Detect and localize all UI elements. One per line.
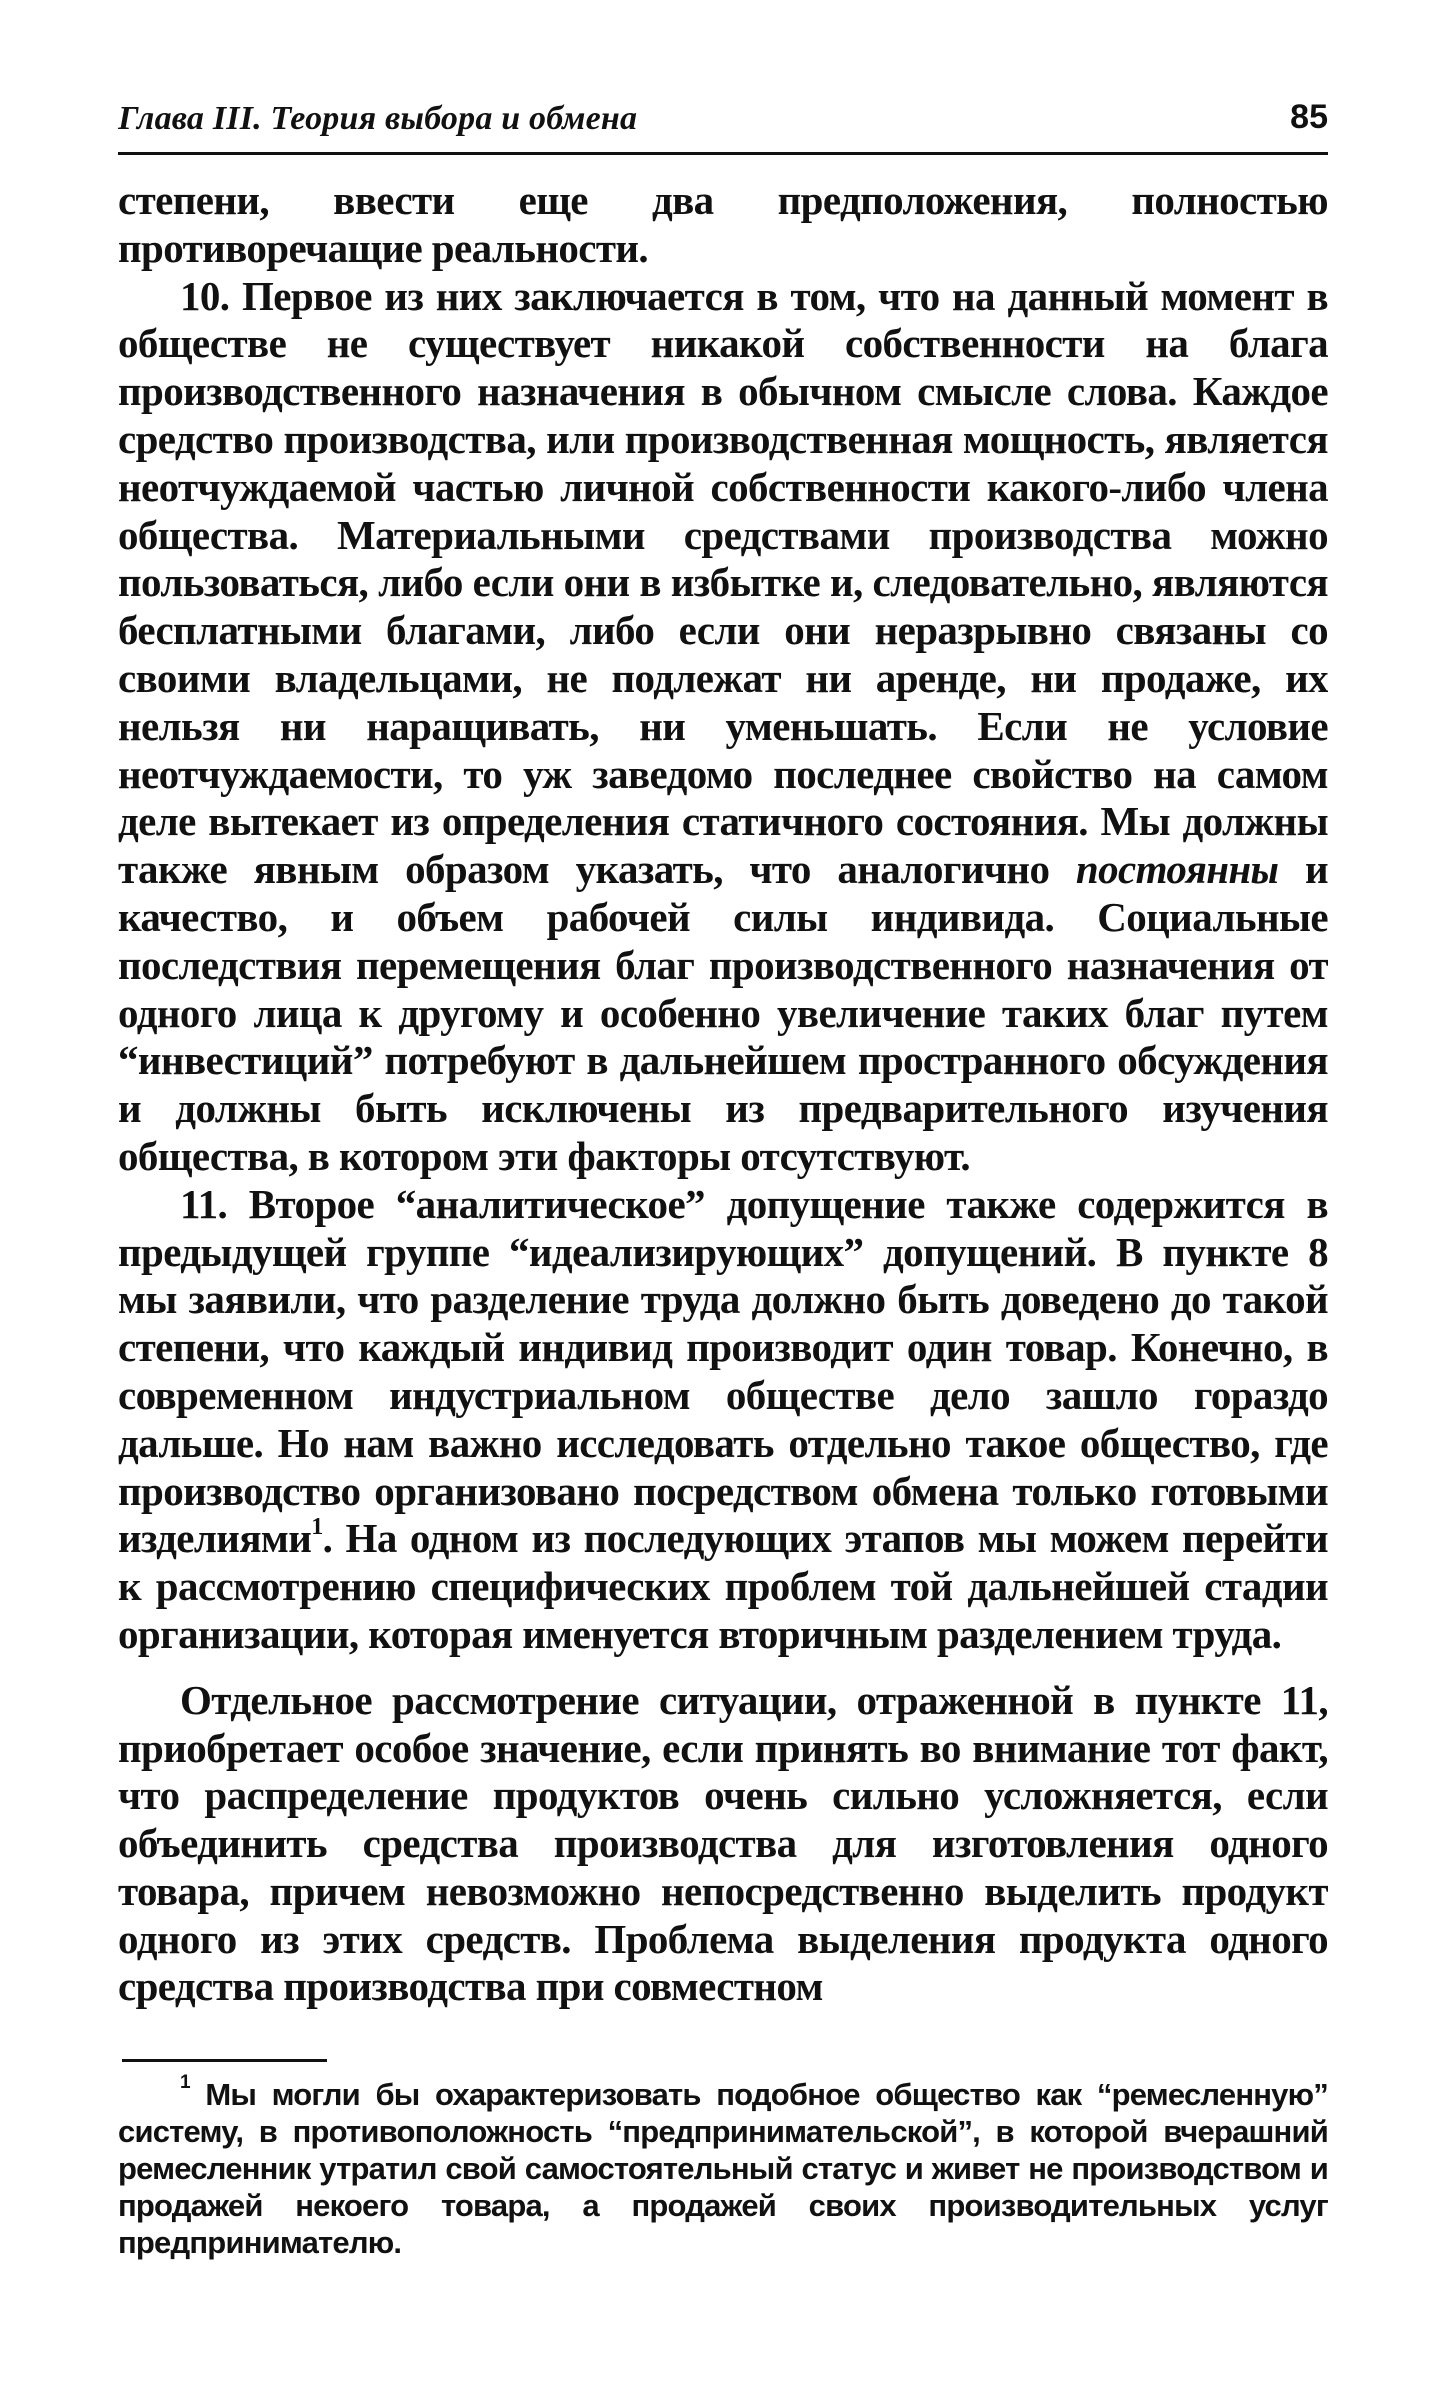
footnote-marker: 1 — [180, 2071, 190, 2093]
chapter-title: Глава III. Теория выбора и обмена — [118, 100, 638, 137]
paragraph-text-end: и качество, и объем рабочей силы индивида. Социальные последствия перемещения благ производственного назначения от одного лица к другому и особенно увеличение таких благ путем “инвестиций” потребуют в дальнейшем пространного обсуждения и должны быть исключены из предварительного изучения общества, в котором эти факторы отсутствуют. — [118, 846, 1328, 1179]
paragraph-continuation — [118, 177, 1328, 273]
paragraph-point-11 — [118, 1181, 1328, 1659]
emphasis-postoyanny: постоянны — [1075, 846, 1279, 893]
body-text — [118, 177, 1328, 2011]
footnote-text: Мы могли бы охарактеризовать подобное общество как “ремесленную” систему, в противоположность “предпринимательской”, в которой вчерашний ремесленник утратил свой самостоятельный статус и живет не производством и продажей некоего товара, а продажей своих производительных услуг предпринимателю. — [118, 2077, 1328, 2261]
paragraph-text-start: 10. Первое из них заключается в том, что на данный момент в обществе не существует никакой собственности на блага производственного назначения в обычном смысле слова. Каждое средство производства, или производственная мощность, является неотчуждаемой частью личной собственности какого-либо члена общества. Материальными средствами производства можно пользоваться, либо если они в избытке и, следовательно, являются бесплатными благами, либо если они неразрывно связаны со своими владельцами, не подлежат ни аренде, ни продаже, их нельзя ни наращивать, ни уменьшать. Если не условие неотчуждаемости, то уж заведомо последнее свойство на самом деле вытекает из определения статичного состояния. Мы должны также явным образом указать, что аналогично — [118, 272, 1328, 893]
paragraph-text: степени, ввести еще два предположения, полностью противоречащие реальности. — [118, 177, 1328, 271]
paragraph-point-10 — [118, 273, 1328, 1181]
book-page — [118, 90, 1328, 2350]
paragraph-text-start: 11. Второе “аналитическое” допущение также содержится в предыдущей группе “идеализирующих” допущений. В пункте 8 мы заявили, что разделение труда должно быть доведено до такой степени, что каждый индивид производит один товар. Конечно, в современном индустриальном обществе дело зашло гораздо дальше. Но нам важно исследовать отдельно такое общество, где производство организовано посредством обмена только готовыми изделиями — [118, 1180, 1328, 1562]
footnote — [118, 2071, 1328, 2261]
running-header — [118, 90, 1328, 155]
paragraph-separate-consideration — [118, 1677, 1328, 2012]
footnote-divider — [122, 2059, 327, 2062]
paragraph-text: Отдельное рассмотрение ситуации, отраженной в пункте 11, приобретает особое значение, если принять во внимание тот факт, что распределение продуктов очень сильно усложняется, если объединить средства производства для изготовления одного товара, причем невозможно непосредственно выделить продукт одного из этих средств. Проблема выделения продукта одного средства производства при совместном — [118, 1676, 1328, 2010]
page-number: 85 — [1290, 98, 1328, 136]
paragraph-text-end: . На одном из последующих этапов мы можем перейти к рассмотрению специфических проблем той дальнейшей стадии организации, которая именуется вторичным разделением труда. — [118, 1515, 1328, 1657]
footnote-reference[interactable]: 1 — [311, 1513, 323, 1540]
